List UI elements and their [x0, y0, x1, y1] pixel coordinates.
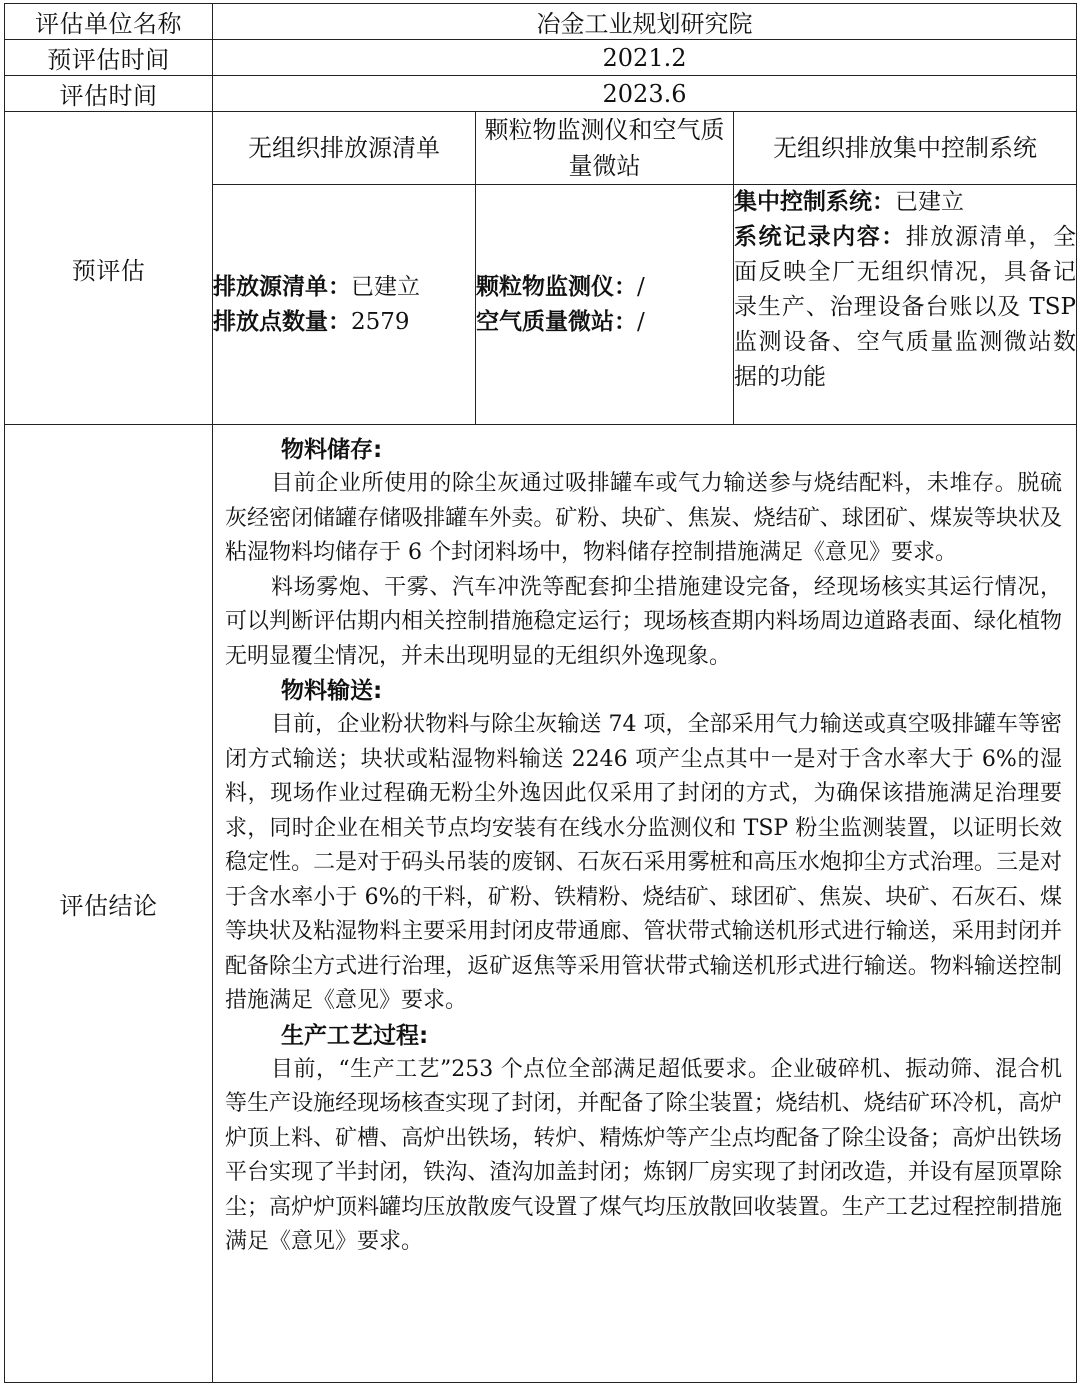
eval-time-row [5, 76, 1077, 112]
pre-time-label: 预评估时间 [5, 40, 213, 76]
pre-eval-header-row [5, 112, 1077, 185]
pre-eval-label: 预评估 [5, 112, 213, 425]
eval-time-label: 评估时间 [5, 76, 213, 112]
emission-source-list-cell [213, 185, 476, 425]
section-title-transport: 物料输送: [281, 678, 383, 704]
conclusion-body [213, 425, 1077, 1383]
evaluation-table [4, 3, 1077, 1383]
pm-monitor-value: / [637, 273, 645, 300]
eval-time-value: 2023.6 [213, 76, 1077, 112]
control-system-key: 集中控制系统： [734, 189, 895, 215]
control-system-cell [734, 185, 1077, 425]
point-count-key: 排放点数量： [213, 308, 351, 335]
section-title-storage: 物料储存: [281, 437, 383, 463]
monitor-cell [476, 185, 734, 425]
air-station-value: / [637, 308, 645, 335]
pre-time-row [5, 40, 1077, 76]
record-content-key: 系统记录内容： [734, 224, 906, 250]
org-row [5, 4, 1077, 40]
pm-monitor-key: 颗粒物监测仪： [476, 273, 637, 300]
source-list-key: 排放源清单： [213, 273, 351, 300]
org-label: 评估单位名称 [5, 4, 213, 40]
pre-time-value: 2021.2 [213, 40, 1077, 76]
col1-title: 无组织排放源清单 [213, 112, 476, 185]
col2-title: 颗粒物监测仪和空气质量微站 [476, 112, 734, 185]
control-system-value: 已建立 [895, 189, 964, 215]
section-title-process: 生产工艺过程: [281, 1022, 429, 1049]
col3-title: 无组织排放集中控制系统 [734, 112, 1077, 185]
org-value: 冶金工业规划研究院 [213, 4, 1077, 40]
conclusion-label: 评估结论 [5, 425, 213, 1383]
process-paragraph-1: 目前，“生产工艺”253 个点位全部满足超低要求。企业破碎机、振动筛、混合机等生产设施经现场核查实现了封闭，并配备了除尘装置；烧结机、烧结矿环冷机，高炉炉顶上料、矿槽、高炉出铁场，转炉、精炼炉等产尘点均配备了除尘设备；高炉出铁场平台实现了半封闭，铁沟、渣沟加盖封闭；炼钢厂房实现了封闭改造，并设有屋顶罩除尘；高炉炉顶料罐均压放散废气设置了煤气均压放散回收装置。生产工艺过程控制措施满足《意见》要求。 [225, 1056, 1063, 1254]
record-content-value: 排放源清单，全面反映全厂无组织情况，具备记录生产、治理设备台账以及 TSP 监测设备、空气质量监测微站数据的功能 [734, 224, 1077, 390]
conclusion-row [5, 425, 1077, 1383]
air-station-key: 空气质量微站： [476, 308, 637, 335]
source-list-value: 已建立 [351, 273, 420, 300]
storage-paragraph-1: 目前企业所使用的除尘灰通过吸排罐车或气力输送参与烧结配料，未堆存。脱硫灰经密闭储罐存储吸排罐车外卖。矿粉、块矿、焦炭、烧结矿、球团矿、煤炭等块状及粘湿物料均储存于 6 个封闭料场中，物料储存控制措施满足《意见》要求。 [225, 471, 1063, 565]
storage-paragraph-2: 料场雾炮、干雾、汽车冲洗等配套抑尘措施建设完备，经现场核实其运行情况，可以判断评估期内相关控制措施稳定运行；现场核查期内料场周边道路表面、绿化植物无明显覆尘情况，并未出现明显的无组织外逸现象。 [225, 574, 1063, 669]
transport-paragraph-1: 目前，企业粉状物料与除尘灰输送 74 项，全部采用气力输送或真空吸排罐车等密闭方式输送；块状或粘湿物料输送 2246 项产尘点其中一是对于含水率大于 6%的湿料，现场作业过程确无粉尘外逸因此仅采用了封闭的方式，为确保该措施满足治理要求，同时企业在相关节点均安装有在线水分监测仪和 TSP 粉尘监测装置，以证明长效稳定性。二是对于码头吊装的废钢、石灰石采用雾桩和高压水炮抑尘方式治理。三是对于含水率小于 6%的干料，矿粉、铁精粉、烧结矿、球团矿、焦炭、块矿、石灰石、煤等块状及粘湿物料主要采用封闭皮带通廊、管状带式输送机形式进行输送，采用封闭并配备除尘方式进行治理，返矿返焦等采用管状带式输送机形式进行输送。物料输送控制措施满足《意见》要求。 [225, 712, 1063, 1013]
point-count-value: 2579 [351, 308, 410, 335]
